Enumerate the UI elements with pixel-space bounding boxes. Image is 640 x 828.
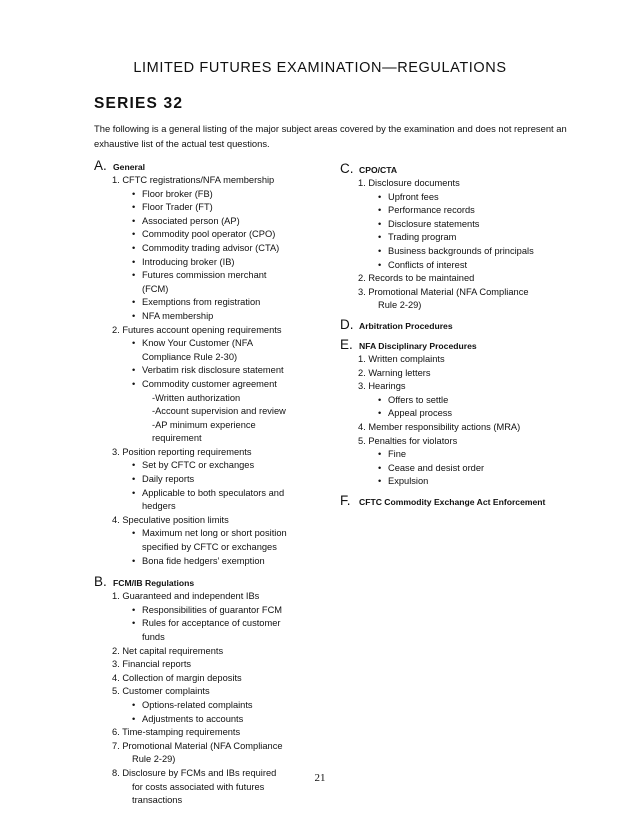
section-d [340,317,600,333]
outline-item [94,631,324,645]
outline-item-text: Adjustments to accounts [142,713,244,724]
outline-item-text: 3. Financial reports [112,659,192,670]
section-f [340,493,600,509]
outline-item [94,699,324,713]
outline-item [94,283,324,297]
outline-item-text: Associated person (AP) [142,215,240,226]
section-heading [94,158,324,174]
section-letter: B. [94,574,107,590]
outline-item-text: Applicable to both speculators and [142,487,285,498]
section-letter: C. [340,161,354,176]
outline-item-text: Commodity trading advisor (CTA) [142,242,280,253]
outline-item-text: Introducing broker (IB) [142,256,235,267]
bullet-icon: • [132,202,136,213]
outline-item-text: Set by CFTC or exchanges [142,460,255,471]
outline-item [94,256,324,270]
outline-item [94,174,324,188]
outline-item-text: 2. Warning letters [358,367,431,378]
bullet-icon: • [132,555,136,566]
bullet-icon: • [132,256,136,267]
outline-item-text: Offers to settle [388,394,449,405]
outline-item-text: Upfront fees [388,191,439,202]
outline-item [340,394,600,408]
outline-item [94,324,324,338]
outline-item-text: Fine [388,449,407,460]
bullet-icon: • [132,618,136,629]
section-letter: A. [94,158,107,173]
bullet-icon: • [378,191,382,202]
bullet-icon: • [132,229,136,240]
outline-item [94,337,324,351]
outline-item-text: Exemptions from registration [142,297,261,308]
outline-item [94,459,324,473]
outline-item [340,353,600,367]
outline-item [94,201,324,215]
outline-item [94,514,324,528]
outline-item [94,378,324,392]
outline-item-text: 1. CFTC registrations/NFA membership [112,175,275,185]
outline-item-text: Disclosure statements [388,218,480,229]
bullet-icon: • [132,270,136,281]
outline-item [94,527,324,541]
outline-item-text: Verbatim risk disclosure statement [142,365,284,376]
bullet-icon: • [378,394,382,405]
outline-item [94,645,324,659]
outline-item [340,421,600,435]
outline-item-text: 2. Net capital requirements [112,645,224,656]
outline-item-text: 1. Written complaints [358,353,445,364]
outline-item [94,541,324,555]
outline-item [340,218,600,232]
outline-item-text: Options-related complaints [142,699,253,710]
bullet-icon: • [132,604,136,615]
outline-item [94,446,324,460]
section-letter: F. [340,492,351,508]
bullet-icon: • [132,528,136,539]
section-heading [340,161,600,177]
page-number: 21 [314,772,326,784]
bullet-icon: • [132,378,136,389]
outline-item [94,351,324,365]
outline-item [94,500,324,514]
bullet-icon: • [132,297,136,308]
outline-item-text: 3. Promotional Material (NFA Compliance [358,286,529,297]
outline-item-text: hedgers [142,501,176,512]
outline-item-text: Daily reports [142,474,195,485]
section-title: CPO/CTA [359,165,398,175]
outline-item-text: -AP minimum experience [152,419,256,430]
outline-item [340,367,600,381]
outline-item [94,672,324,686]
right-column [340,161,600,513]
outline-item [94,685,324,699]
outline-item [94,753,324,767]
outline-item-text: Business backgrounds of principals [388,245,534,256]
outline-item [94,228,324,242]
outline-item-text: 5. Customer complaints [112,686,210,697]
outline-item-text: 7. Promotional Material (NFA Compliance [112,740,283,751]
outline-item [94,740,324,754]
outline-item-text: Trading program [388,232,457,243]
outline-item [340,286,600,300]
bullet-icon: • [378,476,382,487]
outline-item-text: 5. Penalties for violators [358,435,458,446]
outline-item [340,380,600,394]
outline-item-text: 3. Position reporting requirements [112,446,252,457]
outline-item-text: for costs associated with futures [132,781,265,792]
outline-item [94,296,324,310]
outline-item-text: -Written authorization [152,392,241,403]
section-title: General [113,162,146,172]
outline-item-text: Floor Trader (FT) [142,202,213,213]
bullet-icon: • [378,245,382,256]
bullet-icon: • [378,408,382,419]
outline-item-text: 8. Disclosure by FCMs and IBs required [112,767,277,778]
outline-item [340,448,600,462]
outline-item [94,419,324,433]
outline-item [94,473,324,487]
outline-item-text: 4. Speculative position limits [112,514,229,525]
outline-item [94,590,324,604]
outline-item [340,475,600,489]
outline-item-text: Responsibilities of guarantor FCM [142,604,283,615]
outline-item [94,713,324,727]
outline-item [94,794,324,808]
bullet-icon: • [378,232,382,243]
outline-item [94,269,324,283]
outline-item [340,435,600,449]
outline-item-text: 6. Time-stamping requirements [112,727,241,738]
outline-item-text: Maximum net long or short position [142,528,287,539]
outline-item-text: Expulsion [388,476,429,487]
outline-item [94,604,324,618]
outline-item [94,658,324,672]
outline-item-text: 3. Hearings [358,381,406,392]
outline-item-text: funds [142,632,165,642]
outline-item-text: specified by CFTC or exchanges [142,542,277,553]
outline-item [340,462,600,476]
outline-item [94,405,324,419]
outline-item-text: Performance records [388,205,475,216]
bullet-icon: • [132,310,136,321]
bullet-icon: • [132,215,136,226]
bullet-icon: • [132,242,136,253]
outline-item-text: Futures commission merchant [142,270,267,281]
bullet-icon: • [132,474,136,485]
bullet-icon: • [132,188,136,199]
outline-item [94,617,324,631]
outline-item-text: Rules for acceptance of customer [142,618,281,629]
outline-item-text: Commodity pool operator (CPO) [142,229,276,240]
outline-item-text: Appeal process [388,408,453,419]
outline-item-text: 4. Collection of margin deposits [112,672,242,683]
outline-item [340,204,600,218]
outline-item-text: Commodity customer agreement [142,378,277,389]
bullet-icon: • [132,338,136,349]
outline-item-text: Know Your Customer (NFA [142,338,254,349]
bullet-icon: • [132,713,136,724]
section-letter: D. [340,316,354,332]
bullet-icon: • [132,699,136,710]
outline-item [94,310,324,324]
outline-item [94,432,324,446]
left-column [94,158,324,812]
bullet-icon: • [132,487,136,498]
outline-item-text: (FCM) [142,283,169,294]
bullet-icon: • [378,259,382,270]
outline-item-text: 2. Futures account opening requirements [112,324,282,335]
section-letter: E. [340,336,353,352]
outline-item-text: Cease and desist order [388,462,485,473]
bullet-icon: • [378,462,382,473]
section-title: FCM/IB Regulations [113,578,195,589]
outline-item [94,726,324,740]
outline-item [94,487,324,501]
outline-item [94,188,324,202]
outline-item [340,231,600,245]
outline-item [340,245,600,259]
section-heading [340,337,600,353]
outline-item [340,259,600,273]
outline-item [94,392,324,406]
section-heading [340,493,600,509]
outline-item-text: 1. Guaranteed and independent IBs [112,591,260,602]
outline-item [94,555,324,569]
outline-item [340,272,600,286]
outline-item [340,299,600,313]
bullet-icon: • [132,460,136,471]
section-title: Arbitration Procedures [359,320,453,331]
bullet-icon: • [378,205,382,216]
outline-item-text: NFA membership [142,310,214,321]
bullet-icon: • [378,449,382,460]
bullet-icon: • [378,218,382,229]
outline-item-text: transactions [132,795,183,806]
section-heading [94,574,324,590]
outline-item-text: -Account supervision and review [152,406,286,417]
outline-item-text: 4. Member responsibility actions (MRA) [358,421,521,432]
outline-item-text: Rule 2-29) [378,300,422,311]
section-heading [340,317,600,333]
section-c [340,161,600,313]
outline-item-text: requirement [152,433,202,444]
section-title: CFTC Commodity Exchange Act Enforcement [359,496,546,507]
series-heading: SERIES 32 [94,95,184,112]
section-a [94,158,324,568]
outline-item-text: Floor broker (FB) [142,188,213,199]
outline-item [340,407,600,421]
intro-paragraph: The following is a general listing of the major subject areas covered by the examination and does not represent an exhaustive list of the actual test questions. [94,123,567,149]
outline-item-text: Bona fide hedgers’ exemption [142,555,265,566]
outline-item [340,177,600,191]
section-e [340,337,600,489]
section-title: NFA Disciplinary Procedures [359,340,477,351]
page-title: LIMITED FUTURES EXAMINATION—REGULATIONS [133,60,507,76]
outline-item-text: Conflicts of interest [388,259,468,270]
outline-item [94,242,324,256]
outline-item [94,215,324,229]
outline-item-text: 2. Records to be maintained [358,273,475,284]
bullet-icon: • [132,365,136,376]
outline-item-text: Rule 2-29) [132,754,176,765]
outline-item [340,191,600,205]
outline-item-text: 1. Disclosure documents [358,178,460,188]
outline-item [94,364,324,378]
outline-item-text: Compliance Rule 2-30) [142,351,238,362]
